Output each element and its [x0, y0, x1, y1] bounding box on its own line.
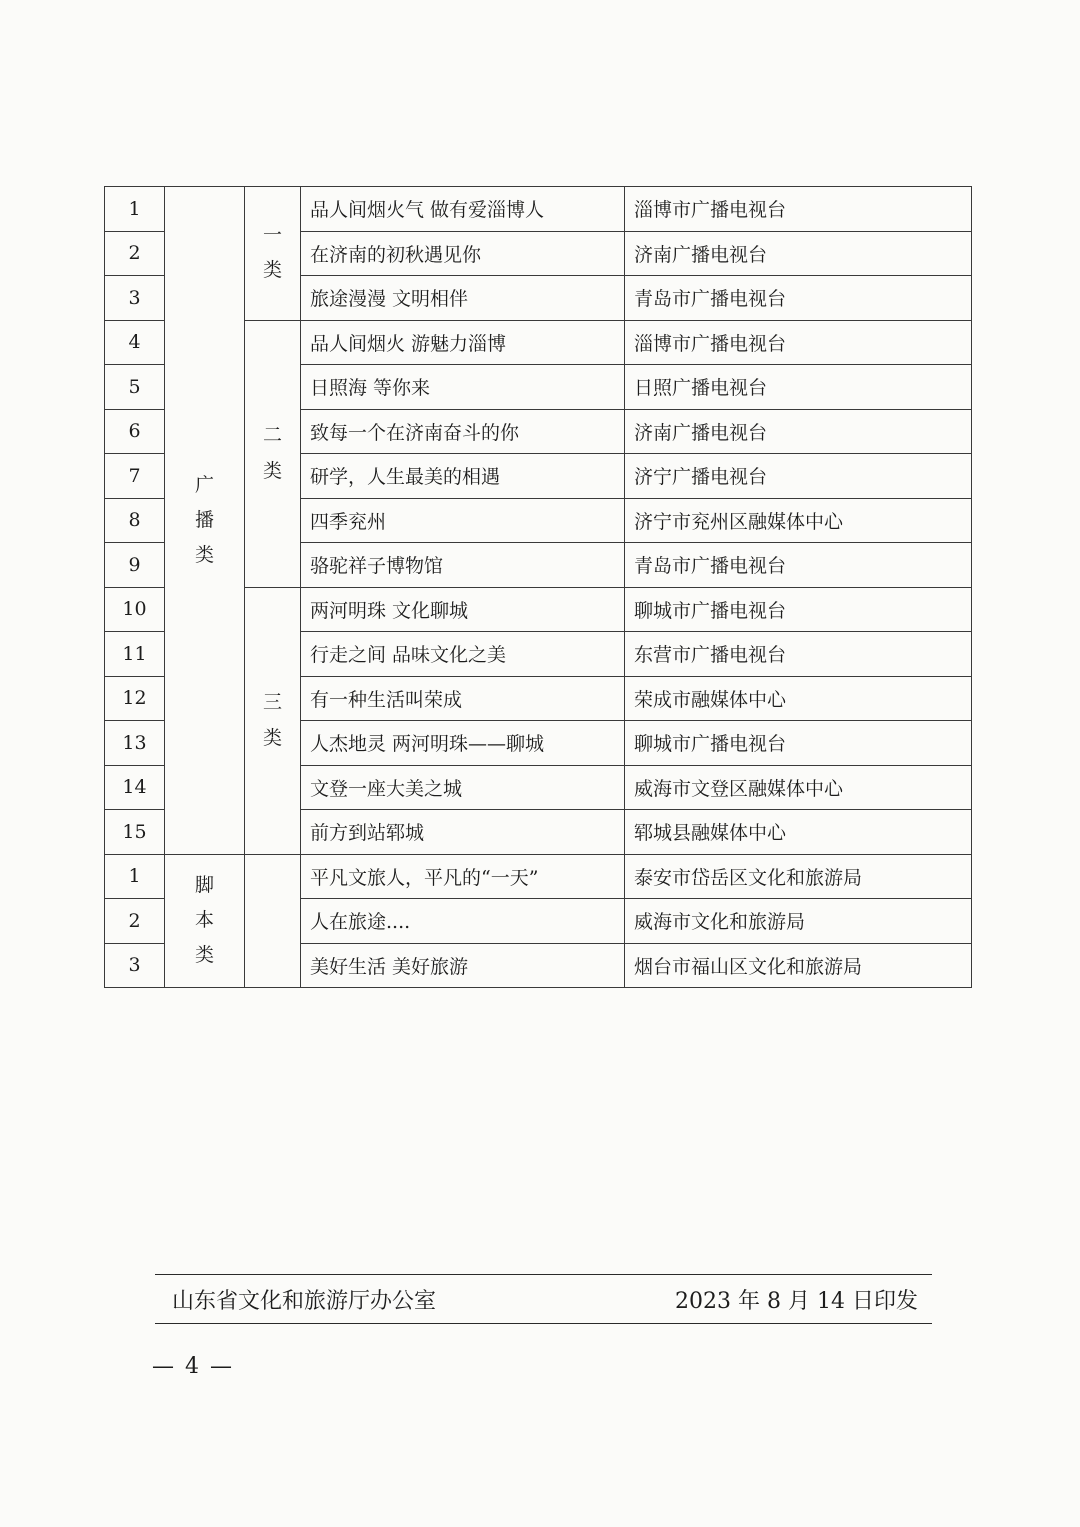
- submitting-unit: 威海市文化和旅游局: [625, 899, 972, 944]
- submitting-unit: 济宁市兖州区融媒体中心: [625, 498, 972, 543]
- work-title: 骆驼祥子博物馆: [301, 543, 625, 588]
- class-cell: [245, 854, 301, 988]
- row-number: 3: [105, 276, 165, 321]
- group-cell: [165, 854, 245, 988]
- work-title: 行走之间 品味文化之美: [301, 632, 625, 677]
- row-number: 8: [105, 498, 165, 543]
- row-number: 11: [105, 632, 165, 677]
- work-title: 旅途漫漫 文明相伴: [301, 276, 625, 321]
- submitting-unit: 烟台市福山区文化和旅游局: [625, 943, 972, 988]
- class-label: 二类: [262, 424, 282, 482]
- footer-issuer: 山东省文化和旅游厅办公室: [172, 1289, 437, 1314]
- row-number: 2: [105, 899, 165, 944]
- work-title: 品人间烟火 游魅力淄博: [301, 320, 625, 365]
- row-number: 6: [105, 409, 165, 454]
- submitting-unit: 荣成市融媒体中心: [625, 676, 972, 721]
- footer-top-rule: [155, 1274, 932, 1275]
- row-number: 15: [105, 810, 165, 855]
- class-cell: [245, 587, 301, 854]
- work-title: 品人间烟火气 做有爱淄博人: [301, 187, 625, 232]
- row-number: 4: [105, 320, 165, 365]
- submitting-unit: 日照广播电视台: [625, 365, 972, 410]
- submitting-unit: 淄博市广播电视台: [625, 187, 972, 232]
- work-title: 致每一个在济南奋斗的你: [301, 409, 625, 454]
- group-label: 广播类: [194, 473, 214, 566]
- class-label: 三类: [262, 691, 282, 749]
- table-row: [105, 187, 972, 232]
- work-title: 前方到站郓城: [301, 810, 625, 855]
- submitting-unit: 东营市广播电视台: [625, 632, 972, 677]
- class-cell: [245, 320, 301, 587]
- work-title: 两河明珠 文化聊城: [301, 587, 625, 632]
- table-row: [105, 854, 972, 899]
- work-title: 有一种生活叫荣成: [301, 676, 625, 721]
- submitting-unit: 威海市文登区融媒体中心: [625, 765, 972, 810]
- work-title: 人在旅途....: [301, 899, 625, 944]
- page-number: — 4 —: [152, 1354, 234, 1379]
- submitting-unit: 淄博市广播电视台: [625, 320, 972, 365]
- footer-bottom-rule: [155, 1323, 932, 1324]
- submitting-unit: 青岛市广播电视台: [625, 543, 972, 588]
- class-label: 一类: [262, 224, 282, 282]
- submitting-unit: 泰安市岱岳区文化和旅游局: [625, 854, 972, 899]
- row-number: 10: [105, 587, 165, 632]
- work-title: 美好生活 美好旅游: [301, 943, 625, 988]
- work-title: 日照海 等你来: [301, 365, 625, 410]
- class-cell: [245, 187, 301, 321]
- work-title: 人杰地灵 两河明珠——聊城: [301, 721, 625, 766]
- row-number: 2: [105, 231, 165, 276]
- award-table: [104, 186, 972, 988]
- work-title: 平凡文旅人，平凡的“一天”: [301, 854, 625, 899]
- row-number: 3: [105, 943, 165, 988]
- row-number: 14: [105, 765, 165, 810]
- row-number: 7: [105, 454, 165, 499]
- footer-date: 2023 年 8 月 14 日印发: [675, 1289, 918, 1314]
- submitting-unit: 郓城县融媒体中心: [625, 810, 972, 855]
- submitting-unit: 聊城市广播电视台: [625, 587, 972, 632]
- submitting-unit: 济宁广播电视台: [625, 454, 972, 499]
- row-number: 12: [105, 676, 165, 721]
- work-title: 研学，人生最美的相遇: [301, 454, 625, 499]
- row-number: 9: [105, 543, 165, 588]
- row-number: 1: [105, 187, 165, 232]
- row-number: 1: [105, 854, 165, 899]
- work-title: 四季兖州: [301, 498, 625, 543]
- group-label: 脚本类: [194, 874, 214, 967]
- submitting-unit: 聊城市广播电视台: [625, 721, 972, 766]
- submitting-unit: 济南广播电视台: [625, 409, 972, 454]
- work-title: 在济南的初秋遇见你: [301, 231, 625, 276]
- submitting-unit: 青岛市广播电视台: [625, 276, 972, 321]
- row-number: 5: [105, 365, 165, 410]
- row-number: 13: [105, 721, 165, 766]
- work-title: 文登一座大美之城: [301, 765, 625, 810]
- submitting-unit: 济南广播电视台: [625, 231, 972, 276]
- group-cell: [165, 187, 245, 855]
